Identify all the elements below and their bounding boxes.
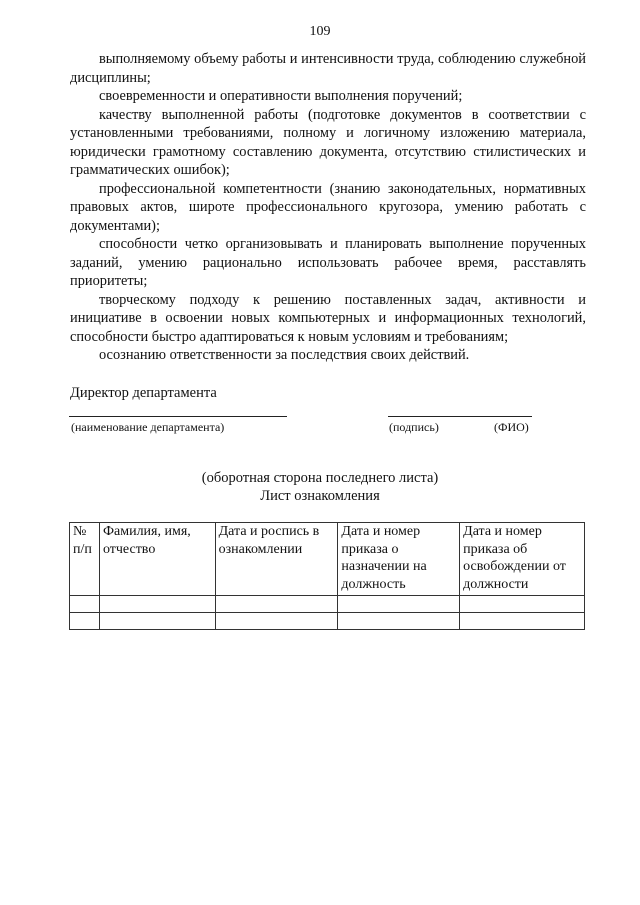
table-cell [99,596,215,613]
table-row [70,613,585,630]
column-header: Дата и номер приказа о назначении на должность [338,523,460,596]
sheet-title: Лист ознакомления [260,488,380,504]
paragraph: качеству выполненной работы (подготовке документов в соответствии с установленными требованиями, полному и логичному изложению материала, юридически грамотному составлению документа, отсутствию стилистических и грамматических ошибок); [70,106,586,178]
paragraph: осознанию ответственности за последствия своих действий. [99,347,470,363]
name-caption: (ФИО) [494,420,529,434]
paragraph: выполняемому объему работы и интенсивности труда, соблюдению служебной дисциплины; [70,51,586,86]
paragraph: способности четко организовывать и планировать выполнение порученных заданий, умению рационально использовать рабочее время, расставлять приоритеты; [70,236,586,289]
department-caption: (наименование департамента) [71,420,225,434]
signature-caption: (подпись) [389,420,439,434]
table-cell [338,613,460,630]
paragraph: профессиональной компетентности (знанию законодательных, нормативных правовых актов, широте профессионального кругозора, умению работать с документами); [70,180,586,234]
signature-line [388,416,532,417]
table-cell [338,596,460,613]
table-cell [460,613,585,630]
column-header: Дата и роспись в ознакомлении [215,523,338,596]
column-header: Дата и номер приказа об освобождении от должности [460,523,585,596]
department-line [69,416,287,417]
table-cell [99,613,215,630]
back-side-note: (оборотная сторона последнего листа) [201,470,439,486]
table-row [70,596,585,613]
signature-title: Директор департамента [70,385,217,401]
table-cell [460,596,585,613]
column-header: № п/п [70,523,100,596]
criteria-text [70,50,586,365]
paragraph: творческому подходу к решению поставленных задач, активности и инициативе в освоении новых компьютерных и информационных технологий, способности быстро адаптироваться к новым условиям и требованиям; [70,291,586,345]
table-cell [215,596,338,613]
column-header: Фамилия, имя, отчество [99,523,215,596]
table-cell [70,596,100,613]
page-number: 109 [309,24,331,39]
table-header-row [70,523,585,596]
paragraph: своевременности и оперативности выполнения поручений; [99,88,463,104]
table-cell [215,613,338,630]
table-cell [70,613,100,630]
acknowledgement-table [69,522,585,630]
